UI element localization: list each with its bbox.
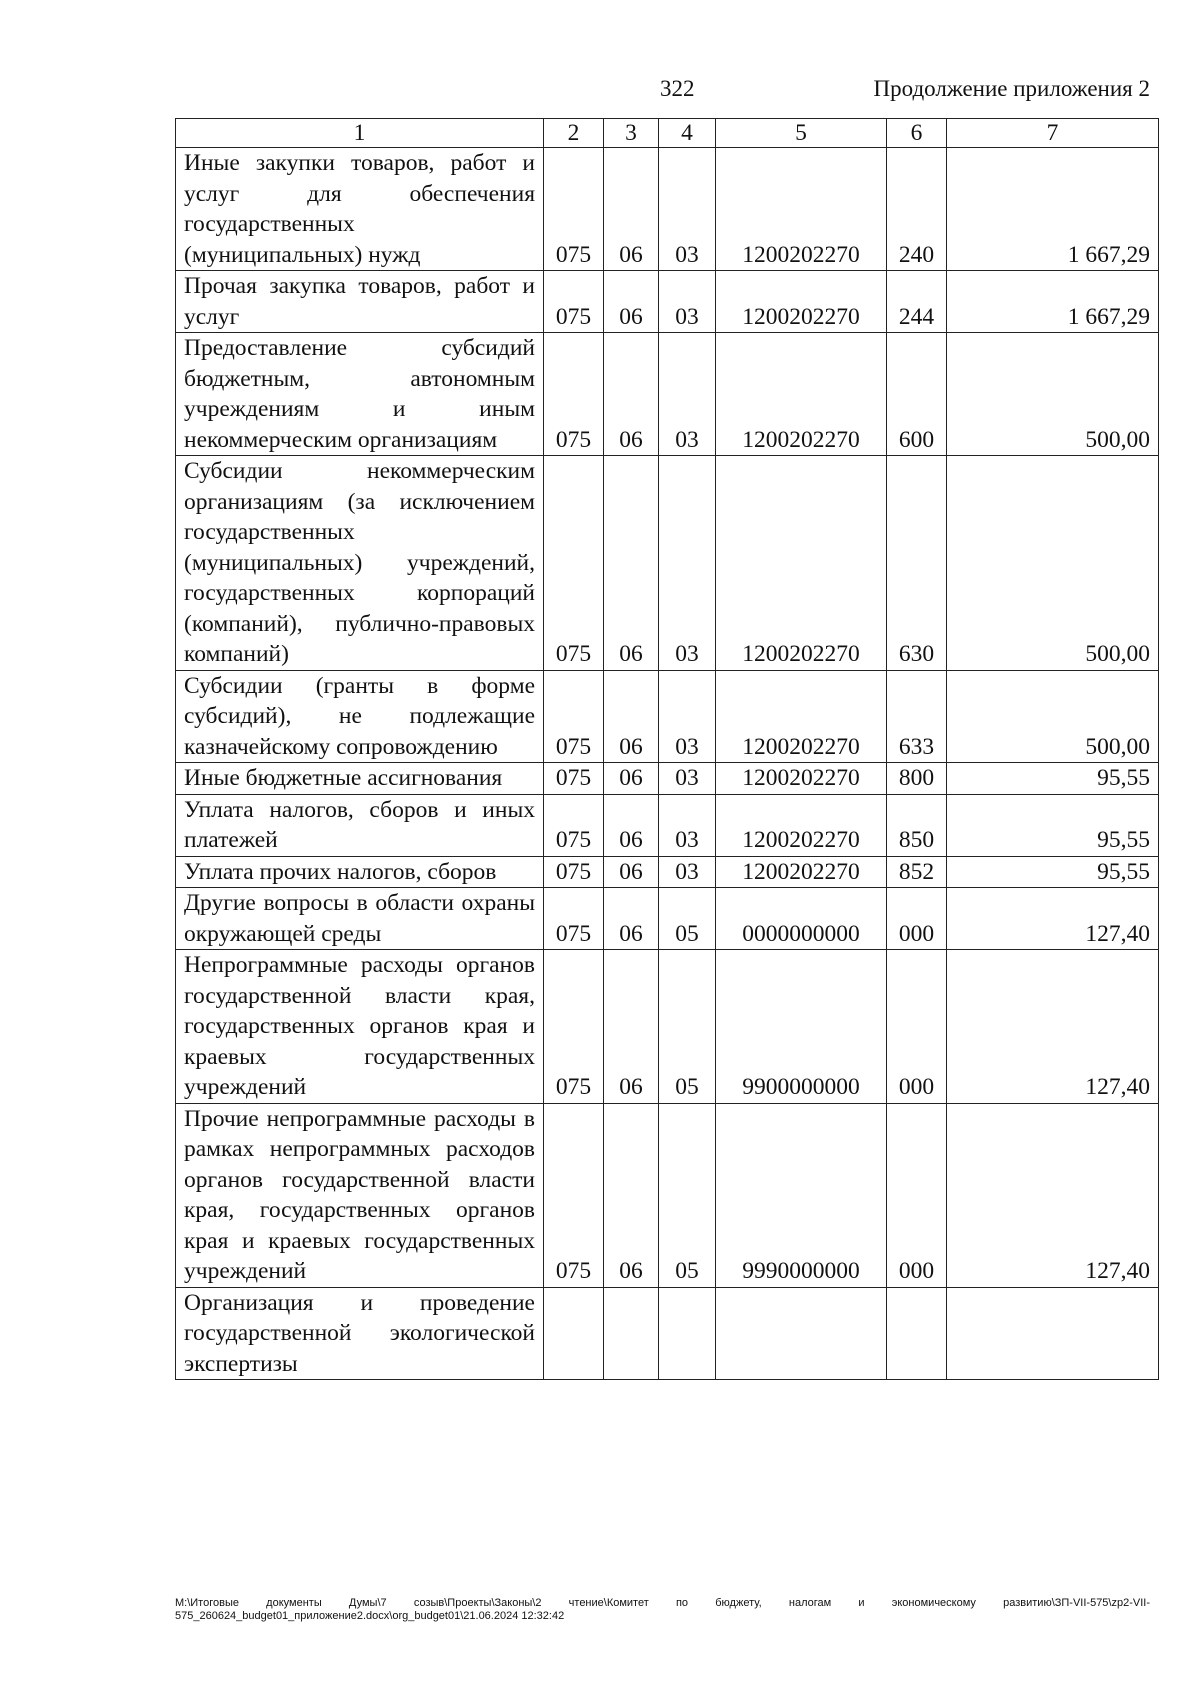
subsection-cell: 05 [659, 1103, 716, 1287]
section-cell: 06 [604, 670, 659, 763]
admin-code-cell: 075 [544, 1103, 604, 1287]
table-header-row [176, 119, 1159, 148]
target-article-cell: 1200202270 [716, 148, 887, 271]
row-name-cell: Прочая закупка товаров, работ и услуг [176, 271, 544, 333]
admin-code-cell: 075 [544, 456, 604, 671]
subsection-cell: 03 [659, 271, 716, 333]
admin-code-cell: 075 [544, 763, 604, 795]
section-cell: 06 [604, 763, 659, 795]
column-header: 6 [887, 119, 947, 148]
subsection-cell: 05 [659, 888, 716, 950]
admin-code-cell [544, 1287, 604, 1380]
row-name-cell: Субсидии некоммерческим организациям (за исключением государственных (муниципальных) учреждений, государственных корпораций (компаний), публично-правовых компаний) [176, 456, 544, 671]
expense-type-cell: 630 [887, 456, 947, 671]
target-article-cell: 1200202270 [716, 794, 887, 856]
page-number: 322 [660, 76, 695, 101]
admin-code-cell: 075 [544, 148, 604, 271]
amount-cell: 500,00 [947, 456, 1159, 671]
section-cell: 06 [604, 1103, 659, 1287]
expense-type-cell: 000 [887, 888, 947, 950]
section-cell: 06 [604, 888, 659, 950]
section-cell: 06 [604, 456, 659, 671]
admin-code-cell: 075 [544, 856, 604, 888]
amount-cell: 127,40 [947, 888, 1159, 950]
admin-code-cell: 075 [544, 271, 604, 333]
expense-type-cell: 852 [887, 856, 947, 888]
column-header: 1 [176, 119, 544, 148]
expense-type-cell: 600 [887, 333, 947, 456]
subsection-cell: 03 [659, 763, 716, 795]
subsection-cell: 03 [659, 333, 716, 456]
target-article-cell: 1200202270 [716, 763, 887, 795]
target-article-cell: 1200202270 [716, 333, 887, 456]
amount-cell [947, 1287, 1159, 1380]
row-name-cell: Непрограммные расходы органов государственной власти края, государственных органов края и краевых государственных учреждений [176, 950, 544, 1104]
subsection-cell [659, 1287, 716, 1380]
table-row [176, 794, 1159, 856]
column-header: 3 [604, 119, 659, 148]
amount-cell: 1 667,29 [947, 271, 1159, 333]
amount-cell: 127,40 [947, 950, 1159, 1104]
subsection-cell: 05 [659, 950, 716, 1104]
section-cell: 06 [604, 794, 659, 856]
admin-code-cell: 075 [544, 670, 604, 763]
target-article-cell: 1200202270 [716, 456, 887, 671]
expense-type-cell: 850 [887, 794, 947, 856]
row-name-cell: Прочие непрограммные расходы в рамках непрограммных расходов органов государственной власти края, государственных органов края и краевых государственных учреждений [176, 1103, 544, 1287]
row-name-cell: Организация и проведение государственной экологической экспертизы [176, 1287, 544, 1380]
expense-type-cell: 633 [887, 670, 947, 763]
row-name-cell: Уплата прочих налогов, сборов [176, 856, 544, 888]
table-row [176, 888, 1159, 950]
table-row [176, 456, 1159, 671]
table-row [176, 148, 1159, 271]
row-name-cell: Иные закупки товаров, работ и услуг для обеспечения государственных (муниципальных) нужд [176, 148, 544, 271]
column-header: 5 [716, 119, 887, 148]
section-cell: 06 [604, 333, 659, 456]
table-row [176, 856, 1159, 888]
column-header: 7 [947, 119, 1159, 148]
target-article-cell: 1200202270 [716, 670, 887, 763]
continuation-label: Продолжение приложения 2 [873, 76, 1150, 101]
row-name-cell: Иные бюджетные ассигнования [176, 763, 544, 795]
expense-type-cell: 244 [887, 271, 947, 333]
expense-type-cell [887, 1287, 947, 1380]
table-row [176, 271, 1159, 333]
expense-type-cell: 000 [887, 950, 947, 1104]
target-article-cell: 0000000000 [716, 888, 887, 950]
subsection-cell: 03 [659, 670, 716, 763]
section-cell: 06 [604, 271, 659, 333]
target-article-cell: 9900000000 [716, 950, 887, 1104]
target-article-cell: 9990000000 [716, 1103, 887, 1287]
section-cell [604, 1287, 659, 1380]
footer-file-path: М:\Итоговые документы Думы\7 созыв\Проекты\Законы\2 чтение\Комитет по бюджету, налогам и экономическому развитию\ЗП-VII-575\zp2-VII-575_260624_budget01_приложение2.docx\org_budget01\21.06.2024 12:32:42 [175, 1597, 1150, 1622]
expense-type-cell: 000 [887, 1103, 947, 1287]
subsection-cell: 03 [659, 456, 716, 671]
amount-cell: 1 667,29 [947, 148, 1159, 271]
section-cell: 06 [604, 148, 659, 271]
row-name-cell: Субсидии (гранты в форме субсидий), не подлежащие казначейскому сопровождению [176, 670, 544, 763]
subsection-cell: 03 [659, 148, 716, 271]
amount-cell: 95,55 [947, 763, 1159, 795]
budget-table [175, 118, 1159, 1380]
subsection-cell: 03 [659, 856, 716, 888]
table-row [176, 1287, 1159, 1380]
amount-cell: 500,00 [947, 333, 1159, 456]
table-row [176, 333, 1159, 456]
section-cell: 06 [604, 950, 659, 1104]
admin-code-cell: 075 [544, 950, 604, 1104]
admin-code-cell: 075 [544, 333, 604, 456]
target-article-cell: 1200202270 [716, 856, 887, 888]
amount-cell: 127,40 [947, 1103, 1159, 1287]
table-row [176, 670, 1159, 763]
target-article-cell: 1200202270 [716, 271, 887, 333]
amount-cell: 95,55 [947, 856, 1159, 888]
expense-type-cell: 240 [887, 148, 947, 271]
admin-code-cell: 075 [544, 888, 604, 950]
expense-type-cell: 800 [887, 763, 947, 795]
row-name-cell: Предоставление субсидий бюджетным, автономным учреждениям и иным некоммерческим организациям [176, 333, 544, 456]
row-name-cell: Другие вопросы в области охраны окружающей среды [176, 888, 544, 950]
amount-cell: 95,55 [947, 794, 1159, 856]
column-header: 2 [544, 119, 604, 148]
table-row [176, 1103, 1159, 1287]
admin-code-cell: 075 [544, 794, 604, 856]
subsection-cell: 03 [659, 794, 716, 856]
amount-cell: 500,00 [947, 670, 1159, 763]
table-row [176, 950, 1159, 1104]
row-name-cell: Уплата налогов, сборов и иных платежей [176, 794, 544, 856]
column-header: 4 [659, 119, 716, 148]
table-row [176, 763, 1159, 795]
target-article-cell [716, 1287, 887, 1380]
section-cell: 06 [604, 856, 659, 888]
